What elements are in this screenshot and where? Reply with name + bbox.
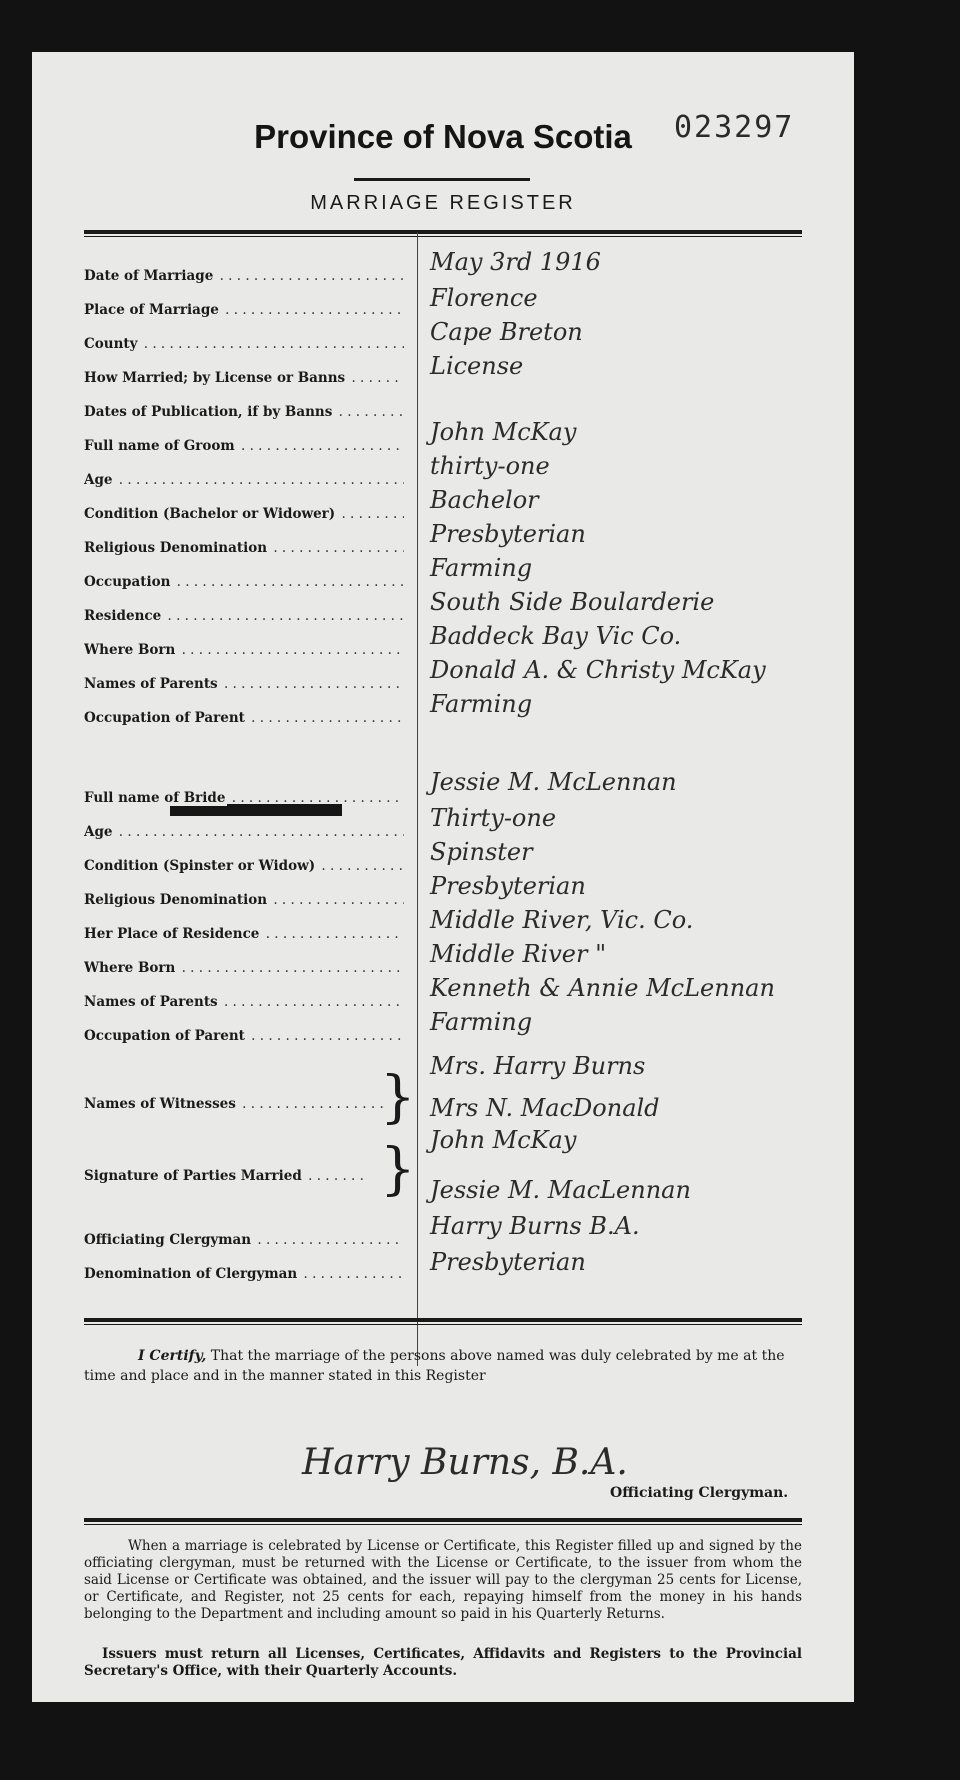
register-subtitle: MARRIAGE REGISTER [310,192,576,214]
certification-lead: I Certify, [138,1348,207,1364]
label-groom-religion: Religious Denomination . . . [84,540,404,556]
label-bride-religion: Religious Denomination . . . [84,892,404,908]
value-groom-condition: Bachelor [430,486,539,514]
label-bride-parents: Names of Parents . . . [84,994,404,1010]
value-bride-parents: Kenneth & Annie McLennan [430,974,775,1002]
label-bride-condition: Condition (Spinster or Widow) . . . [84,858,404,874]
instructions-paragraph: When a marriage is celebrated by License or Certificate, this Register filled up and signed by the officiating clergyman, must be returned with the License or Certificate, to the issuer from whom the said License or Certificate was obtained, and the issuer will pay to the clergyman 25 cents for License, or Certificate, and Register, not 25 cents for each, repaying himself from the money in his hands belonging to the Department and including amount so paid in his Quarterly Returns. [84,1538,802,1622]
label-bride-parent-occupation: Occupation of Parent . . . [84,1028,404,1044]
value-clergy-denomination: Presbyterian [430,1248,586,1276]
label-groom-residence: Residence . . . [84,608,404,624]
witnesses-brace: } [380,1065,416,1130]
value-officiating-clergyman: Harry Burns B.A. [430,1212,640,1240]
value-county: Cape Breton [430,318,583,346]
label-clergy-denomination: Denomination of Clergyman . . . [84,1266,404,1282]
label-groom-parents: Names of Parents . . . [84,676,404,692]
register-page [32,52,854,1702]
column-divider [417,232,418,1366]
certification-body: That the marriage of the persons above named was duly celebrated by me at the time and place and in the manner stated in this Register [84,1348,785,1384]
label-dates-of-publication: Dates of Publication, if by Banns . . . [84,404,404,420]
value-groom-birthplace: Baddeck Bay Vic Co. [430,622,682,650]
value-bride-residence: Middle River, Vic. Co. [430,906,694,934]
page-title: Province of Nova Scotia [254,118,632,155]
clergy-signature: Harry Burns, B.A. [302,1442,628,1483]
value-groom-parents: Donald A. & Christy McKay [430,656,766,684]
label-groom-condition: Condition (Bachelor or Widower) . . . [84,506,404,522]
label-groom-age: Age . . . [84,472,404,488]
value-groom-occupation: Farming [430,554,533,582]
issuers-instruction: Issuers must return all Licenses, Certificates, Affidavits and Registers to the Provincial Secretary's Office, with their Quarterly Accounts. [84,1646,802,1679]
document-number: 023297 [674,110,795,145]
label-date-of-marriage: Date of Marriage . . . [84,268,404,284]
label-groom-birthplace: Where Born . . . [84,642,404,658]
label-bride-name: Full name of Bride . . . [84,790,404,806]
value-bride-name: Jessie M. McLennan [430,768,677,796]
value-groom-residence: South Side Boularderie [430,588,715,616]
label-bride-age: Age . . . [84,824,404,840]
title-underline [354,178,530,181]
header-rule [84,230,802,234]
label-officiating-clergyman: Officiating Clergyman . . . [84,1232,404,1248]
value-groom-name: John McKay [430,418,577,446]
label-bride-residence: Her Place of Residence . . . [84,926,404,942]
value-witness-2: Mrs N. MacDonald [430,1094,660,1122]
value-groom-religion: Presbyterian [430,520,586,548]
footer-rule-thin [84,1524,802,1525]
label-county: County . . . [84,336,404,352]
label-witnesses: Names of Witnesses . . . [84,1096,384,1112]
label-place-of-marriage: Place of Marriage . . . [84,302,404,318]
body-rule [84,1318,802,1322]
signature-role: Officiating Clergyman. [610,1485,789,1501]
value-bride-birthplace: Middle River " [430,940,607,968]
value-place-of-marriage: Florence [430,284,538,312]
value-signature-groom: John McKay [430,1126,577,1154]
value-signature-bride: Jessie M. MacLennan [430,1176,691,1204]
certification-text [84,1346,802,1386]
header-rule-thin [84,236,802,237]
value-witness-1: Mrs. Harry Burns [430,1052,646,1080]
label-bride-birthplace: Where Born . . . [84,960,404,976]
footer-rule [84,1518,802,1522]
value-date-of-marriage: May 3rd 1916 [430,248,601,276]
label-signatures: Signature of Parties Married . . . [84,1168,364,1184]
signatures-brace: } [380,1137,416,1202]
label-groom-name: Full name of Groom . . . [84,438,404,454]
value-groom-age: thirty-one [430,452,550,480]
value-bride-age: Thirty-one [430,804,557,832]
value-bride-condition: Spinster [430,838,533,866]
value-bride-parent-occupation: Farming [430,1008,533,1036]
label-how-married: How Married; by License or Banns . . . [84,370,404,386]
label-groom-parent-occupation: Occupation of Parent . . . [84,710,404,726]
label-groom-occupation: Occupation . . . [84,574,404,590]
value-bride-religion: Presbyterian [430,872,586,900]
body-rule-thin [84,1324,802,1325]
value-how-married: License [430,352,524,380]
value-groom-parent-occupation: Farming [430,690,533,718]
